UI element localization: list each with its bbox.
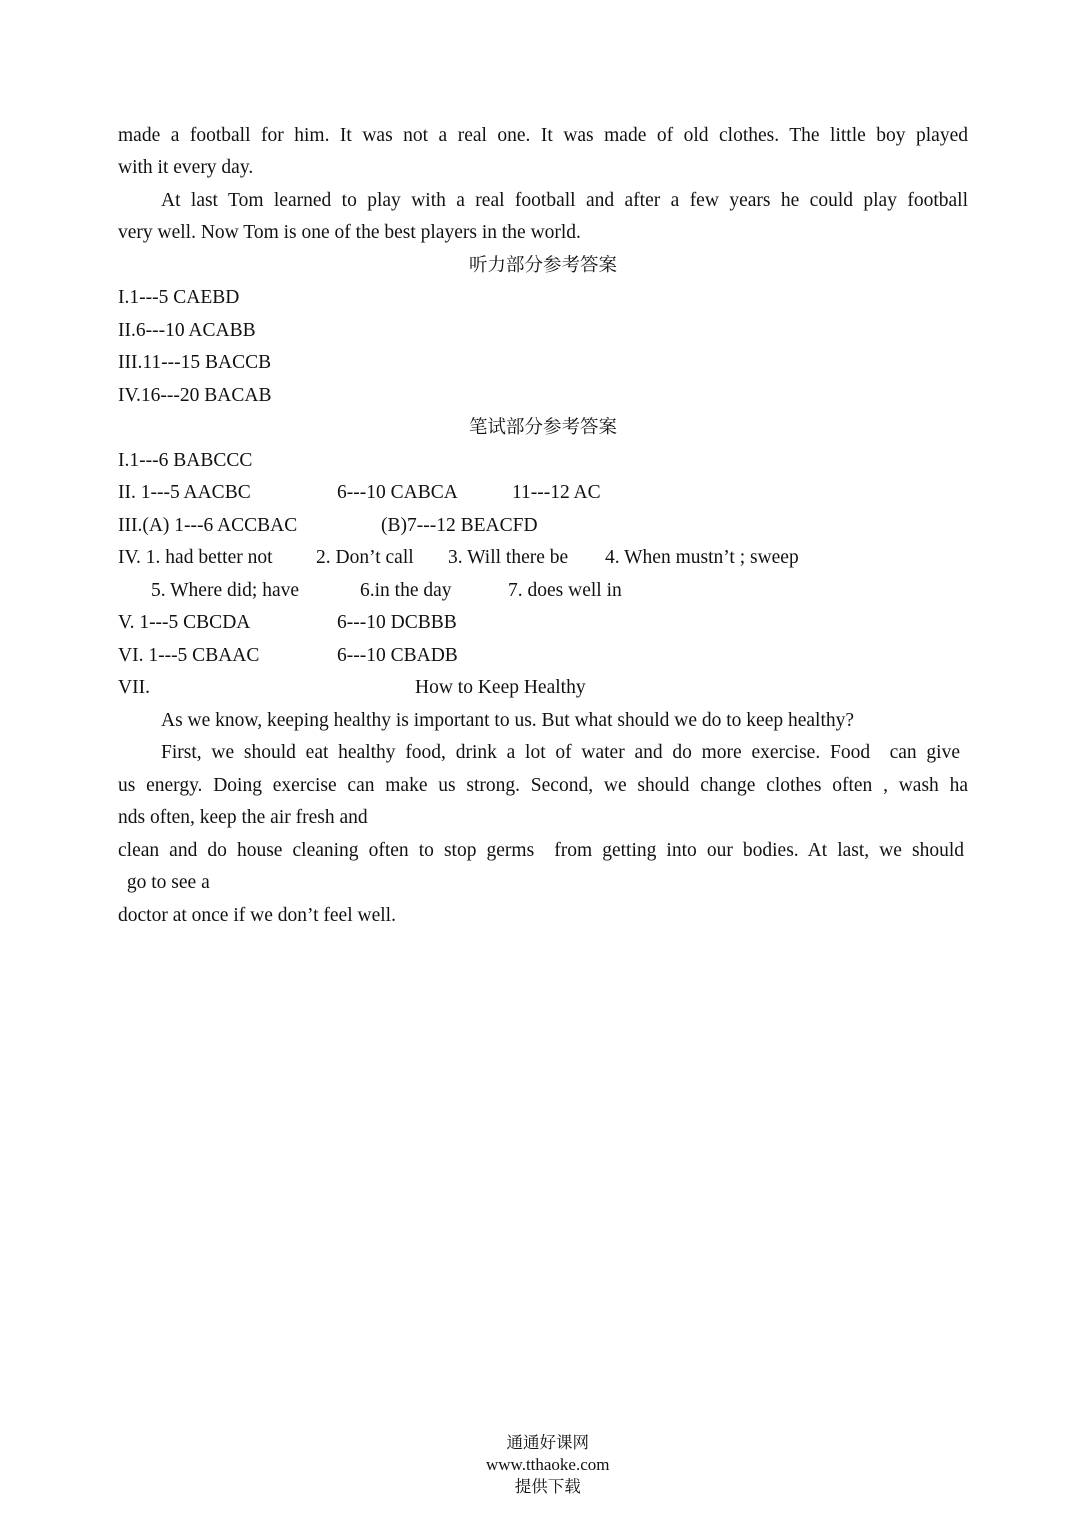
answer-line: 6---10 DCBBB: [337, 612, 457, 633]
essay-line: clean and do house cleaning often to stop germs from getting into our bodies. At last, we should: [118, 840, 964, 861]
listening-heading: 听力部分参考答案: [468, 255, 617, 276]
essay-line: As we know, keeping healthy is important to us. But what should we do to keep healthy?: [161, 710, 855, 731]
answer-line: II. 1---5 AACBC: [118, 482, 251, 503]
answer-line: 11---12 AC: [512, 482, 601, 503]
essay-line: us energy. Doing exercise can make us strong. Second, we should change clothes often , wash ha: [118, 775, 968, 796]
answer-line: IV.16---20 BACAB: [118, 385, 272, 406]
essay-line: go to see a: [122, 872, 210, 893]
story-line: At last Tom learned to play with a real football and after a few years he could play football: [161, 190, 968, 211]
written-heading: 笔试部分参考答案: [468, 417, 617, 438]
answer-line: VI. 1---5 CBAAC: [118, 645, 260, 666]
story-line: very well. Now Tom is one of the best players in the world.: [118, 222, 581, 243]
answer-line: IV. 1. had better not: [118, 547, 273, 568]
answer-line: I.1---6 BABCCC: [118, 450, 253, 471]
answer-line: 3. Will there be: [448, 547, 569, 568]
answer-line: (B)7---12 BEACFD: [381, 515, 538, 536]
answer-line: III.(A) 1---6 ACCBAC: [118, 515, 298, 536]
footer-url: www.tthaoke.com: [485, 1455, 610, 1474]
answer-line: 6.in the day: [360, 580, 452, 601]
essay-line: nds often, keep the air fresh and: [118, 807, 368, 828]
answer-line: 2. Don’t call: [316, 547, 414, 568]
answer-line: I.1---5 CAEBD: [118, 287, 240, 308]
essay-title: How to Keep Healthy: [415, 677, 586, 698]
page-footer: [0, 1410, 1087, 1498]
essay-line: doctor at once if we don’t feel well.: [118, 905, 396, 926]
story-line: with it every day.: [118, 157, 254, 178]
answer-line: 7. does well in: [508, 580, 622, 601]
answer-line: 5. Where did; have: [151, 580, 300, 601]
answer-line: V. 1---5 CBCDA: [118, 612, 251, 633]
essay-line: First, we should eat healthy food, drink a lot of water and do more exercise. Food can give: [161, 742, 960, 763]
answer-line: 4. When mustn’t ; sweep: [605, 547, 799, 568]
footer-suffix: 提供下载: [514, 1477, 581, 1496]
answer-line: III.11---15 BACCB: [118, 352, 272, 373]
section-label: VII.: [118, 677, 150, 698]
story-line: made a football for him. It was not a real one. It was made of old clothes. The little boy played: [118, 125, 968, 146]
answer-line: 6---10 CABCA: [337, 482, 458, 503]
answer-line: 6---10 CBADB: [337, 645, 458, 666]
answer-line: II.6---10 ACABB: [118, 320, 256, 341]
footer-site: 通通好课网: [506, 1433, 589, 1452]
